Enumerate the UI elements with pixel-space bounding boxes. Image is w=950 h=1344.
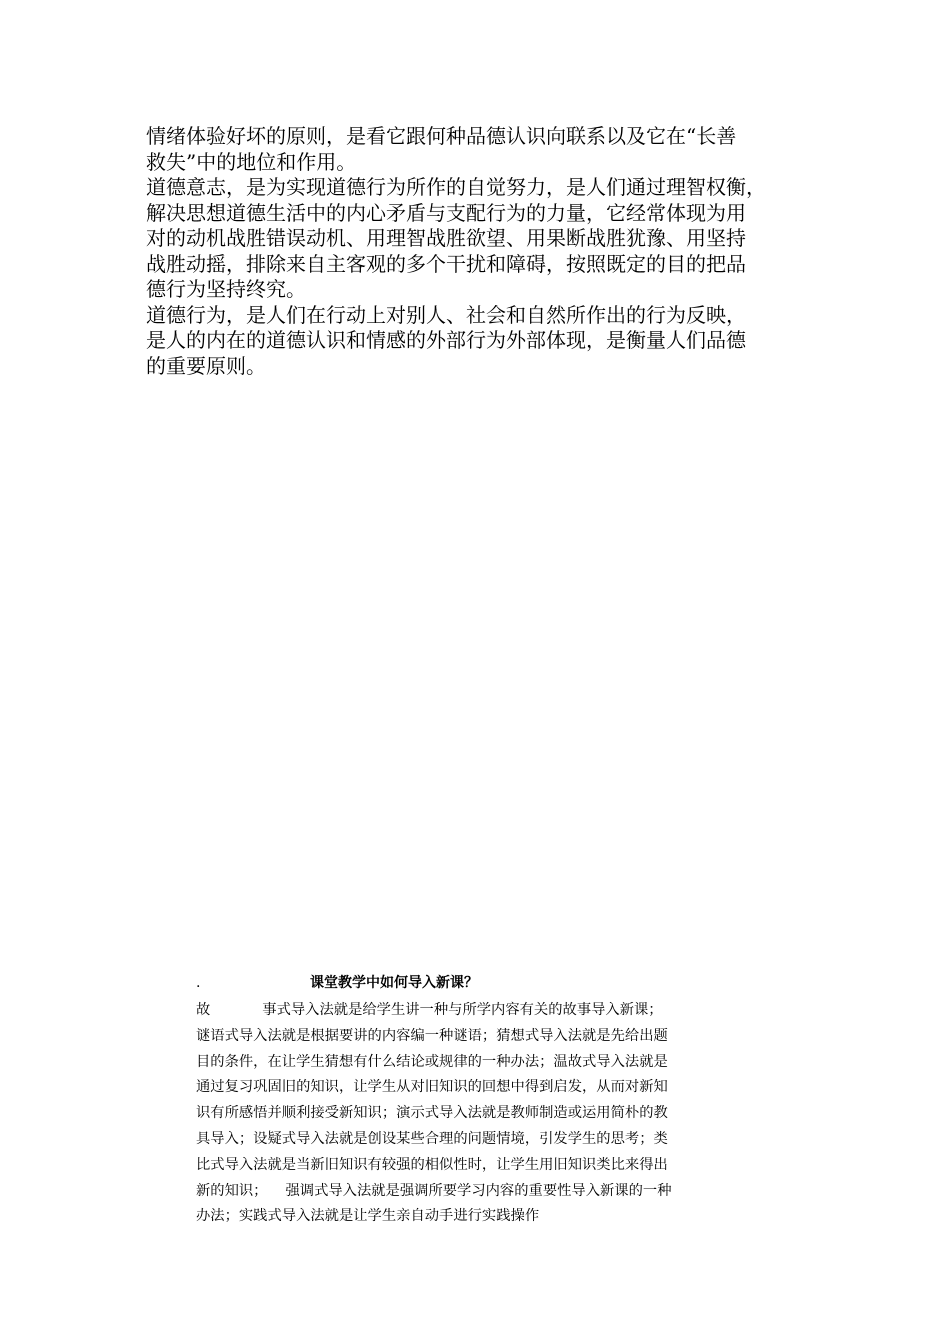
first-line-rest: 事式导入法就是给学生讲一种与所学内容有关的故事导入新课； [262,1002,663,1018]
paragraph-line: 是人的内在的道德认识和情感的外部行为外部体现，是衡量人们品德 [146,328,746,352]
paragraph-line: 道德行为，是人们在行动上对别人、社会和自然所作出的行为反映， [146,302,746,327]
paragraph-line-first [196,998,756,1024]
paragraph-line: 目的条件，在让学生猜想有什么结论或规律的一种办法；温故式导入法就是 [196,1053,668,1070]
paragraph-line: 德行为坚持终究。 [146,277,306,301]
paragraph-line: 情绪体验好坏的原则，是看它跟何种品德认识向联系以及它在“长善 [146,124,737,148]
line8-lead: 新的知识； [196,1182,268,1199]
heading-dot: . [196,975,201,991]
section-heading [196,972,756,994]
paragraph-line: 解决思想道德生活中的内心矛盾与支配行为的力量，它经常体现为用 [146,200,746,225]
paragraph-line: 救失”中的地位和作用。 [146,149,357,174]
paragraph-line: 道德意志，是为实现道德行为所作的自觉努力，是人们通过理智权衡， [146,175,766,199]
paragraph-line: 通过复习巩固旧的知识，让学生从对旧知识的回想中得到启发，从而对新知 [196,1079,668,1096]
paragraph-line: 识有所感悟并顺利接受新知识；演示式导入法就是教师制造或运用简朴的教 [196,1105,668,1122]
paragraph-line-last: 办法；实践式导入法就是让学生亲自动手进行实践操作 [196,1208,540,1225]
paragraph-line: 对的动机战胜错误动机、用理智战胜欲望、用果断战胜犹豫、用坚持 [146,226,746,250]
paragraph-line-eighth [196,1179,756,1205]
first-line-lead: 故 [196,1002,211,1018]
paragraph-line: 比式导入法就是当新旧知识有较强的相似性时，让学生用旧知识类比来得出 [196,1156,668,1173]
paragraph-line: 谜语式导入法就是根据要讲的内容编一种谜语；猜想式导入法就是先给出题 [196,1027,668,1044]
heading-title: 课堂教学中如何导入新课？ [310,975,478,991]
bottom-text-block [196,998,756,1230]
paragraph-line: 的重要原则。 [146,353,266,378]
top-text-block [146,124,806,379]
paragraph-line: 战胜动摇，排除来自主客观的多个干扰和障碍，按照既定的目的把品 [146,251,746,276]
paragraph-line: 具导入；设疑式导入法就是创设某些合理的问题情境，引发学生的思考；类 [196,1130,668,1147]
line8-rest: 强调式导入法就是强调所要学习内容的重要性导入新课的一种 [285,1182,672,1199]
